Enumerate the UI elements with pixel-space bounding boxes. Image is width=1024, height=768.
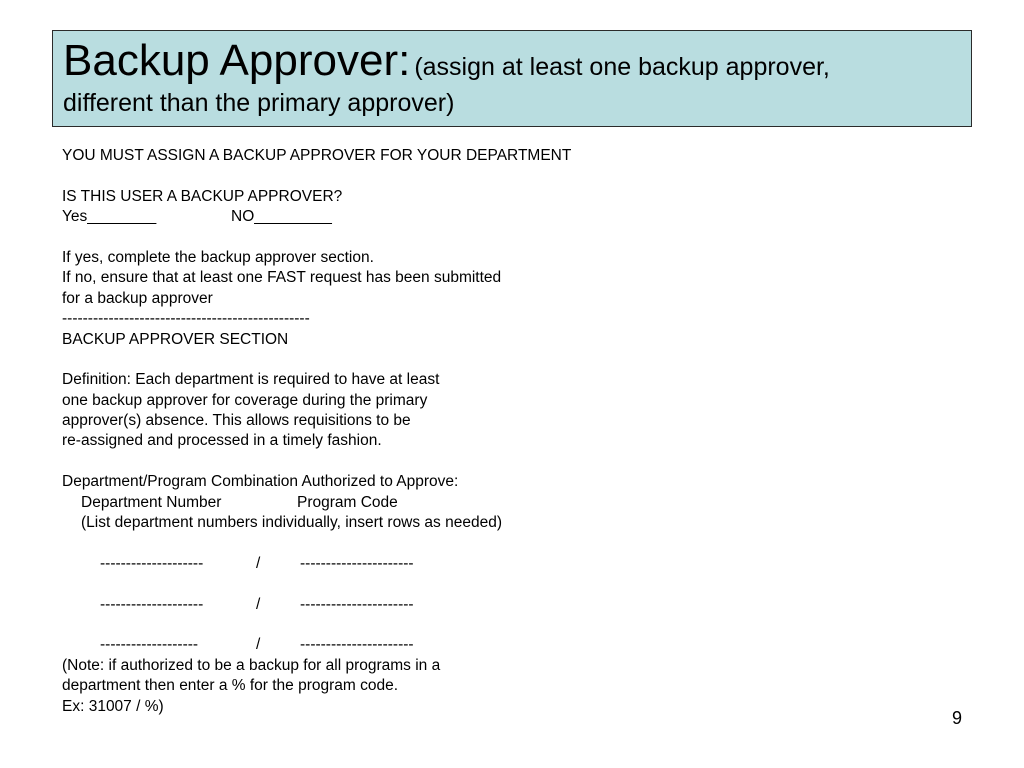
if-no-instruction-line-1: If no, ensure that at least one FAST request has been submitted [62, 269, 502, 287]
title-line-1 [63, 36, 961, 85]
section-heading: BACKUP APPROVER SECTION [62, 330, 289, 348]
if-no-instruction-line-2: for a backup approver [62, 289, 213, 307]
definition-line: one backup approver for coverage during the primary [62, 391, 428, 409]
entry-separator: / [256, 595, 261, 613]
combination-heading: Department/Program Combination Authorized to Approve: [62, 473, 459, 491]
no-option-field[interactable]: NO_________ [231, 208, 332, 226]
department-number-field[interactable]: -------------------- [100, 595, 204, 613]
note-line: Ex: 31007 / %) [62, 697, 164, 715]
definition-line: Definition: Each department is required to have at least [62, 371, 440, 389]
slide-title: Backup Approver: [63, 36, 411, 85]
entry-row [62, 635, 962, 655]
if-yes-instruction: If yes, complete the backup approver section. [62, 248, 374, 266]
program-code-field[interactable]: ---------------------- [300, 636, 414, 654]
slide-subtitle-part-1: (assign at least one backup approver, [414, 53, 830, 81]
department-number-field[interactable]: ------------------- [100, 636, 199, 654]
form-body [62, 146, 962, 717]
list-instruction: (List department numbers individually, insert rows as needed) [81, 514, 502, 532]
section-divider: ------------------------------------------------ [62, 310, 310, 328]
yes-no-options [62, 207, 962, 227]
blank-line [62, 574, 962, 594]
blank-line [62, 350, 962, 370]
blank-line [62, 228, 962, 248]
page-number: 9 [951, 708, 962, 728]
definition-line: approver(s) absence. This allows requisitions to be [62, 412, 411, 430]
blank-line [62, 533, 962, 553]
program-code-header: Program Code [297, 493, 398, 511]
backup-approver-question: IS THIS USER A BACKUP APPROVER? [62, 187, 343, 205]
column-headers [62, 493, 962, 513]
slide-subtitle-part-2: different than the primary approver) [63, 89, 455, 117]
blank-line [62, 452, 962, 472]
department-number-header: Department Number [81, 493, 222, 511]
entry-separator: / [256, 636, 261, 654]
entry-row [62, 554, 962, 574]
note-line: (Note: if authorized to be a backup for all programs in a [62, 656, 441, 674]
program-code-field[interactable]: ---------------------- [300, 595, 414, 613]
definition-line: re-assigned and processed in a timely fashion. [62, 432, 382, 450]
slide-title-box [52, 30, 972, 127]
must-assign-notice: YOU MUST ASSIGN A BACKUP APPROVER FOR YOUR DEPARTMENT [62, 147, 572, 164]
note-line: department then enter a % for the program code. [62, 677, 399, 695]
blank-line [62, 615, 962, 635]
department-number-field[interactable]: -------------------- [100, 554, 204, 572]
program-code-field[interactable]: ---------------------- [300, 554, 414, 572]
blank-line [62, 166, 962, 186]
entry-separator: / [256, 554, 261, 572]
yes-option-field[interactable]: Yes________ [62, 208, 157, 226]
entry-row [62, 595, 962, 615]
